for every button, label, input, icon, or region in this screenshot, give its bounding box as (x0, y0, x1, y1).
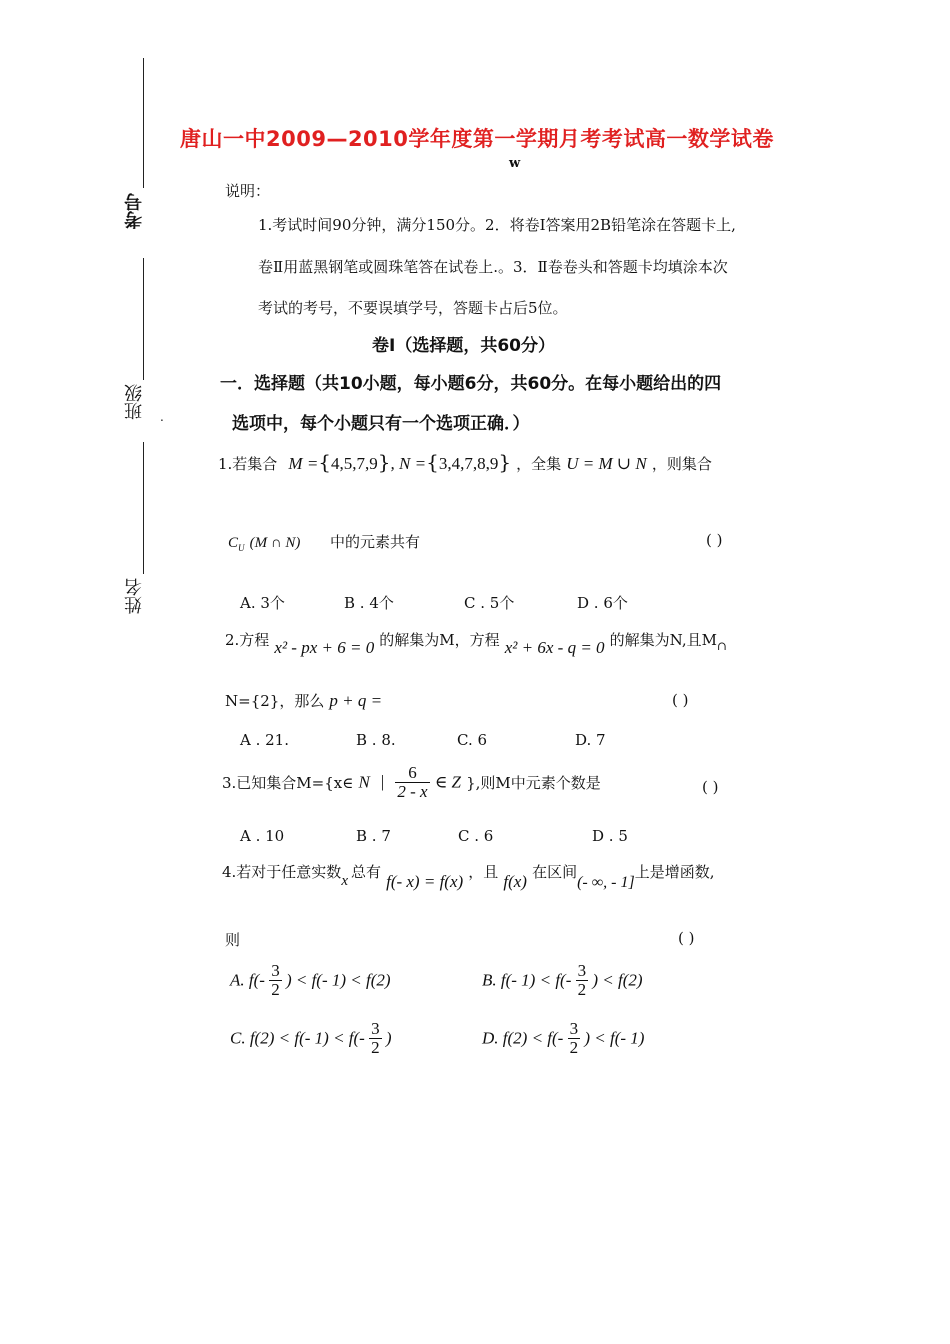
instructions-line-2: 卷Ⅱ用蓝黑钢笔或圆珠笔答在试卷上.。3．Ⅱ卷卷头和答题卡均填涂本次 (258, 258, 728, 276)
q1-option-b: B . 4个 (344, 594, 394, 612)
q2-cap-symbol: ∩ (716, 639, 728, 653)
q4-even-equation: f(- x) = f(x) (386, 872, 464, 891)
q3-in-integers: ∈ Z (434, 772, 461, 792)
watermark-mark: w (509, 156, 521, 171)
question-1-line-1 (218, 450, 712, 474)
q4-option-b-num: 3 (577, 961, 587, 980)
q1-prefix: 1.若集合 (218, 455, 278, 473)
q4-mid-2: ，且 (468, 863, 499, 881)
q2-option-c: C. 6 (457, 731, 488, 749)
page-title: 唐山一中2009—2010学年度第一学期月考考试高一数学试卷 (180, 127, 774, 151)
q2-equation-2: x² + 6x - q = 0 (504, 638, 605, 657)
part1-heading: 卷Ⅰ（选择题，共60分） (372, 336, 555, 356)
q4-option-c (230, 1020, 392, 1057)
question-3 (222, 764, 601, 801)
q4-option-d-left: D. f(2) < f(- (482, 1028, 564, 1048)
q4-option-b (482, 962, 643, 999)
question-2-line-1 (225, 629, 728, 657)
q4-option-a (230, 962, 391, 999)
q4-option-c-right: ) (385, 1028, 392, 1048)
q4-option-c-den: 2 (371, 1037, 380, 1057)
q1-universal-set: U = M ∪ N (566, 454, 647, 473)
q2-answer-paren: ( ) (672, 691, 689, 709)
q3-option-b: B . 7 (356, 827, 391, 845)
q3-fraction (395, 764, 429, 801)
q2-mid-2: 的解集为N,且M (609, 631, 717, 649)
q3-prefix: 3.已知集合M={x∈ (222, 773, 354, 792)
binding-line-top (143, 58, 144, 188)
q4-option-d-right: ) < f(- 1) (584, 1028, 645, 1048)
q4-answer-paren: ( ) (678, 929, 695, 947)
q1-complement-sub: U (238, 543, 245, 554)
dot-mark: . (160, 410, 164, 424)
q4-fx: f(x) (503, 872, 527, 891)
q4-prefix: 4.若对于任意实数 (222, 863, 342, 881)
q2-expression: p + q = (329, 691, 383, 710)
q1-brace-close: } (377, 450, 391, 474)
q1-set-n: , N = (390, 454, 427, 473)
q4-option-a-left: A. f(- (230, 970, 265, 990)
binding-line-exam-no (143, 258, 144, 380)
q3-option-d: D . 5 (592, 827, 628, 845)
q4-mid-3: 在区间 (532, 863, 578, 881)
q2-option-d: D. 7 (575, 731, 606, 749)
q3-suffix: },则M中元素个数是 (466, 773, 601, 792)
binding-line-class (143, 442, 144, 574)
q2-prefix: 2.方程 (225, 631, 270, 649)
q4-option-a-right: ) < f(- 1) < f(2) (285, 970, 391, 990)
section-heading-line-1: 一．选择题（共10小题，每小题6分，共60分。在每小题给出的四 (220, 374, 722, 394)
q3-fraction-denominator: 2 - x (397, 781, 428, 801)
q3-bar: | (380, 772, 385, 792)
q4-then: 则 (225, 931, 241, 949)
q2-mid-1: 的解集为M，方程 (379, 631, 500, 649)
q4-option-c-left: C. f(2) < f(- 1) < f(- (230, 1028, 365, 1048)
q3-natural-numbers: N (358, 772, 370, 792)
q4-var-x: x (341, 873, 348, 889)
q4-option-c-fraction (369, 1020, 382, 1057)
q4-option-d-num: 3 (569, 1019, 579, 1038)
q3-option-c: C . 6 (458, 827, 494, 845)
q1-option-d: D . 6个 (577, 594, 628, 612)
q4-option-b-den: 2 (577, 979, 587, 999)
q4-option-d-den: 2 (569, 1037, 579, 1057)
q1-option-c: C . 5个 (464, 594, 515, 612)
q4-interval: (- ∞, - 1] (577, 874, 635, 891)
q1-suffix: ，则集合 (651, 455, 712, 473)
q4-option-a-num: 3 (271, 961, 280, 980)
q4-option-a-den: 2 (271, 979, 280, 999)
instructions-heading: 说明： (225, 182, 271, 200)
exam-no-label: 考号 (124, 193, 145, 229)
q3-fraction-numerator: 6 (408, 763, 417, 782)
q3-answer-paren: ( ) (702, 778, 719, 796)
q1-option-a: A. 3个 (240, 594, 285, 612)
instructions-line-1: 1.考试时间90分钟，满分150分。2．将卷Ⅰ答案用2B铅笔涂在答题卡上, (258, 216, 736, 234)
question-4-line-1 (222, 861, 715, 891)
question-1-line-2 (228, 532, 300, 553)
class-label: 班级 (124, 384, 145, 420)
section-heading-line-2: 选项中，每个小题只有一个选项正确．） (232, 414, 530, 434)
q1-complement-expr: (M ∩ N) (249, 535, 301, 551)
q1-complement: C (228, 535, 239, 551)
q4-option-b-fraction (576, 962, 589, 999)
q4-suffix: 上是增函数, (634, 863, 715, 881)
q1-brace-close-2: } (498, 450, 512, 474)
q3-option-a: A . 10 (240, 827, 285, 845)
q1-answer-paren: ( ) (706, 531, 723, 549)
q2-line-2-text: N={2}，那么 (225, 692, 325, 710)
q4-option-d (482, 1020, 644, 1057)
q1-set-m-elements: 4,5,7,9 (331, 454, 378, 473)
q4-option-c-num: 3 (371, 1019, 380, 1038)
q1-set-n-elements: 3,4,7,8,9 (438, 454, 499, 473)
name-label: 姓名 (124, 578, 145, 614)
q1-brace-open: { (318, 450, 332, 474)
question-2-line-2 (225, 690, 382, 711)
q1-mid: ，全集 (516, 455, 562, 473)
q4-option-b-right: ) < f(2) (592, 970, 643, 990)
q1-brace-open-2: { (426, 450, 439, 474)
q2-option-b: B . 8. (356, 731, 396, 749)
q4-option-a-fraction (269, 962, 282, 999)
q2-option-a: A . 21. (240, 731, 289, 749)
q4-option-b-left: B. f(- 1) < f(- (482, 970, 572, 990)
q4-option-d-fraction (568, 1020, 581, 1057)
instructions-line-3: 考试的考号，不要误填学号，答题卡占后5位。 (258, 299, 568, 317)
q2-equation-1: x² - px + 6 = 0 (274, 638, 375, 657)
q1-set-m: M = (288, 454, 319, 473)
q1-tail: 中的元素共有 (330, 533, 421, 551)
q4-mid-1: 总有 (350, 863, 381, 881)
